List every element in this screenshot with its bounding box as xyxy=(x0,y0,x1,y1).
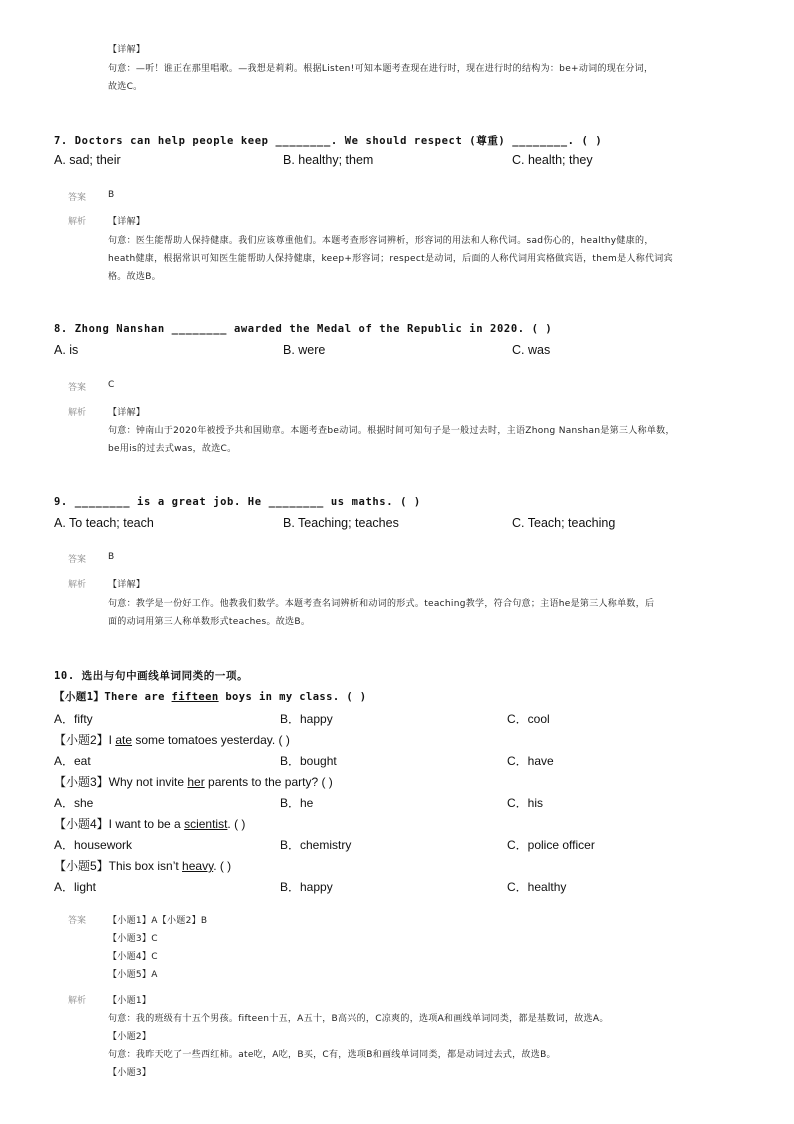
q10-analysis-line5: 【小题3】 xyxy=(108,1068,152,1078)
q10-sub2-option-a: A．eat xyxy=(54,754,91,768)
q10-sub2-underlined-word: ate xyxy=(115,733,133,747)
q8-answer-label: 答案 xyxy=(68,383,87,393)
q10-sub1-option-a: A．fifty xyxy=(54,712,93,726)
q10-sub5-stem: 【小题5】This box isn’t heavy. ( ) xyxy=(54,859,232,873)
q9-analysis-label: 解析 xyxy=(68,580,87,590)
q9-analysis-line1: 句意：教学是一份好工作。他教我们数学。本题考查名词辨析和动词的形式。teaching教学，符合句意；主语he是第三人称单数，后 xyxy=(108,599,655,609)
q10-answer-line4: 【小题5】A xyxy=(108,970,158,980)
q10-sub3-underlined-word: her xyxy=(187,775,205,789)
q10-sub1-option-b: B．happy xyxy=(280,712,333,726)
q10-sub4-stem: 【小题4】I want to be a scientist. ( ) xyxy=(54,817,246,831)
q10-answer-line1: 【小题1】A【小题2】B xyxy=(108,916,208,926)
q10-answer-label: 答案 xyxy=(68,916,87,926)
q10-sub3-stem: 【小题3】Why not invite her parents to the party? ( ) xyxy=(54,775,333,789)
q7-bracket: 【详解】 xyxy=(108,217,146,227)
q10-sub4-option-b: B．chemistry xyxy=(280,838,352,852)
q10-answer-line3: 【小题4】C xyxy=(108,952,158,962)
q8-option-c: C. was xyxy=(512,343,551,357)
q10-sub4-option-c: C．police officer xyxy=(507,838,595,852)
q8-analysis-line2: be用is的过去式was，故选C。 xyxy=(108,444,237,454)
q7-answer: B xyxy=(108,190,115,200)
q10-sub5-option-b: B．happy xyxy=(280,880,333,894)
q8-option-b: B. were xyxy=(283,343,326,357)
top-analysis-line2: 故选C。 xyxy=(108,82,143,92)
q10-analysis-label: 解析 xyxy=(68,996,87,1006)
q10-sub3-option-c: C．his xyxy=(507,796,544,810)
q10-analysis-line1: 【小题1】 xyxy=(108,996,152,1006)
q8-option-a: A. is xyxy=(54,343,79,357)
q10-answer-line2: 【小题3】C xyxy=(108,934,158,944)
q7-option-b: B. healthy; them xyxy=(283,153,374,167)
q9-stem: 9. ________ is a great job. He ________ us maths. ( ) xyxy=(54,496,421,508)
q7-answer-label: 答案 xyxy=(68,193,87,203)
q10-sub4-option-a: A．housework xyxy=(54,838,133,852)
q10-sub2-stem: 【小题2】I ate some tomatoes yesterday. ( ) xyxy=(54,733,290,747)
top-bracket: 【详解】 xyxy=(108,45,146,55)
q10-sub2-option-c: C．have xyxy=(507,754,554,768)
q7-option-a: A. sad; their xyxy=(54,153,121,167)
q10-sub3-option-b: B．he xyxy=(280,796,314,810)
q9-analysis-line2: 面的动词用第三人称单数形式teaches。故选B。 xyxy=(108,617,311,627)
q10-sub1-underlined-word: fifteen xyxy=(171,691,219,703)
q9-answer-label: 答案 xyxy=(68,555,87,565)
q9-bracket: 【详解】 xyxy=(108,580,146,590)
q8-analysis-line1: 句意：钟南山于2020年被授予共和国勋章。本题考查be动词。根据时间可知句子是一般过去时，主语Zhong Nanshan是第三人称单数， xyxy=(108,426,675,436)
q9-answer: B xyxy=(108,552,115,562)
q7-analysis-label: 解析 xyxy=(68,217,87,227)
q10-sub1-stem: 【小题1】There are fifteen boys in my class. ( ) xyxy=(54,691,367,703)
q10-stem: 10. 选出与句中画线单词同类的一项。 xyxy=(54,670,249,682)
q10-sub5-underlined-word: heavy xyxy=(182,859,214,873)
q10-sub2-option-b: B．bought xyxy=(280,754,337,768)
q8-bracket: 【详解】 xyxy=(108,408,146,418)
q7-option-c: C. health; they xyxy=(512,153,593,167)
q8-answer: C xyxy=(108,380,115,390)
q10-sub3-option-a: A．she xyxy=(54,796,94,810)
q7-analysis-line3: 格。故选B。 xyxy=(108,272,161,282)
q8-analysis-label: 解析 xyxy=(68,408,87,418)
q8-stem: 8. Zhong Nanshan ________ awarded the Medal of the Republic in 2020. ( ) xyxy=(54,323,553,335)
q10-sub1-option-c: C．cool xyxy=(507,712,550,726)
q9-option-a: A. To teach; teach xyxy=(54,516,154,530)
q10-sub5-option-a: A．light xyxy=(54,880,97,894)
q7-stem: 7. Doctors can help people keep ________. We should respect (尊重) ________. ( ) xyxy=(54,135,603,147)
top-analysis-line1: 句意：—听！谁正在那里唱歌。—我想是莉莉。根据Listen!可知本题考查现在进行时，现在进行时的结构为：be+动词的现在分词， xyxy=(108,64,654,74)
q7-analysis-line2: heath健康，根据常识可知医生能帮助人保持健康，keep+形容词；respect是动词，后面的人称代词用宾格做宾语，them是人称代词宾 xyxy=(108,254,673,264)
q10-analysis-line2: 句意：我的班级有十五个男孩。fifteen十五，A五十，B高兴的，C凉爽的，选项A和画线单词同类，都是基数词，故选A。 xyxy=(108,1014,609,1024)
q10-sub5-option-c: C．healthy xyxy=(507,880,567,894)
q7-analysis-line1: 句意：医生能帮助人保持健康。我们应该尊重他们。本题考查形容词辨析，形容词的用法和人称代词。sad伤心的，healthy健康的， xyxy=(108,236,654,246)
q10-analysis-line4: 句意：我昨天吃了一些西红柿。ate吃，A吃，B买，C有，选项B和画线单词同类，都是动词过去式，故选B。 xyxy=(108,1050,556,1060)
q10-analysis-line3: 【小题2】 xyxy=(108,1032,152,1042)
q9-option-b: B. Teaching; teaches xyxy=(283,516,399,530)
q9-option-c: C. Teach; teaching xyxy=(512,516,616,530)
q10-sub4-underlined-word: scientist xyxy=(184,817,228,831)
